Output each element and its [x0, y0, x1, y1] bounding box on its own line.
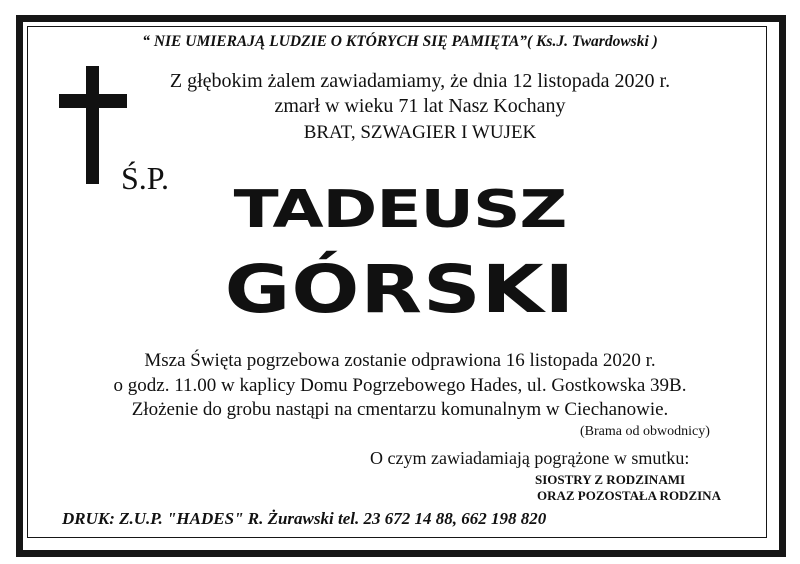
- closing-line: O czym zawiadamiają pogrążone w smutku:: [370, 448, 690, 468]
- printer-footer: DRUK: Z.U.P. "HADES" R. Żurawski tel. 23 672 14 88, 662 198 820: [62, 509, 547, 528]
- gate-note: (Brama od obwodnicy): [580, 424, 710, 439]
- intro-line-2: zmarł w wieku 71 lat Nasz Kochany: [274, 95, 566, 117]
- mass-line-1: Msza Święta pogrzebowa zostanie odprawiona 16 listopada 2020 r.: [144, 350, 656, 371]
- mass-line-2: o godz. 11.00 w kaplicy Domu Pogrzebowego Hades, ul. Gostkowska 39B.: [113, 375, 687, 396]
- intro-line-1: Z głębokim żalem zawiadamiamy, że dnia 12 listopada 2020 r.: [169, 70, 671, 92]
- quote: “ NIE UMIERAJĄ LUDZIE O KTÓRYCH SIĘ PAMIĘTA”( Ks.J. Twardowski ): [142, 33, 658, 50]
- cross-icon: [86, 66, 99, 184]
- cross-icon-bar: [59, 94, 127, 108]
- sp-label: Ś.P.: [121, 160, 170, 196]
- last-name: GÓRSKI: [224, 251, 576, 328]
- relation-line: BRAT, SZWAGIER I WUJEK: [303, 122, 537, 143]
- mass-line-3: Złożenie do grobu nastąpi na cmentarzu komunalnym w Ciechanowie.: [131, 399, 669, 420]
- first-name: TADEUSZ: [233, 179, 567, 240]
- family-line-1: SIOSTRY Z RODZINAMI: [535, 472, 686, 487]
- family-line-2: ORAZ POZOSTAŁA RODZINA: [537, 488, 721, 503]
